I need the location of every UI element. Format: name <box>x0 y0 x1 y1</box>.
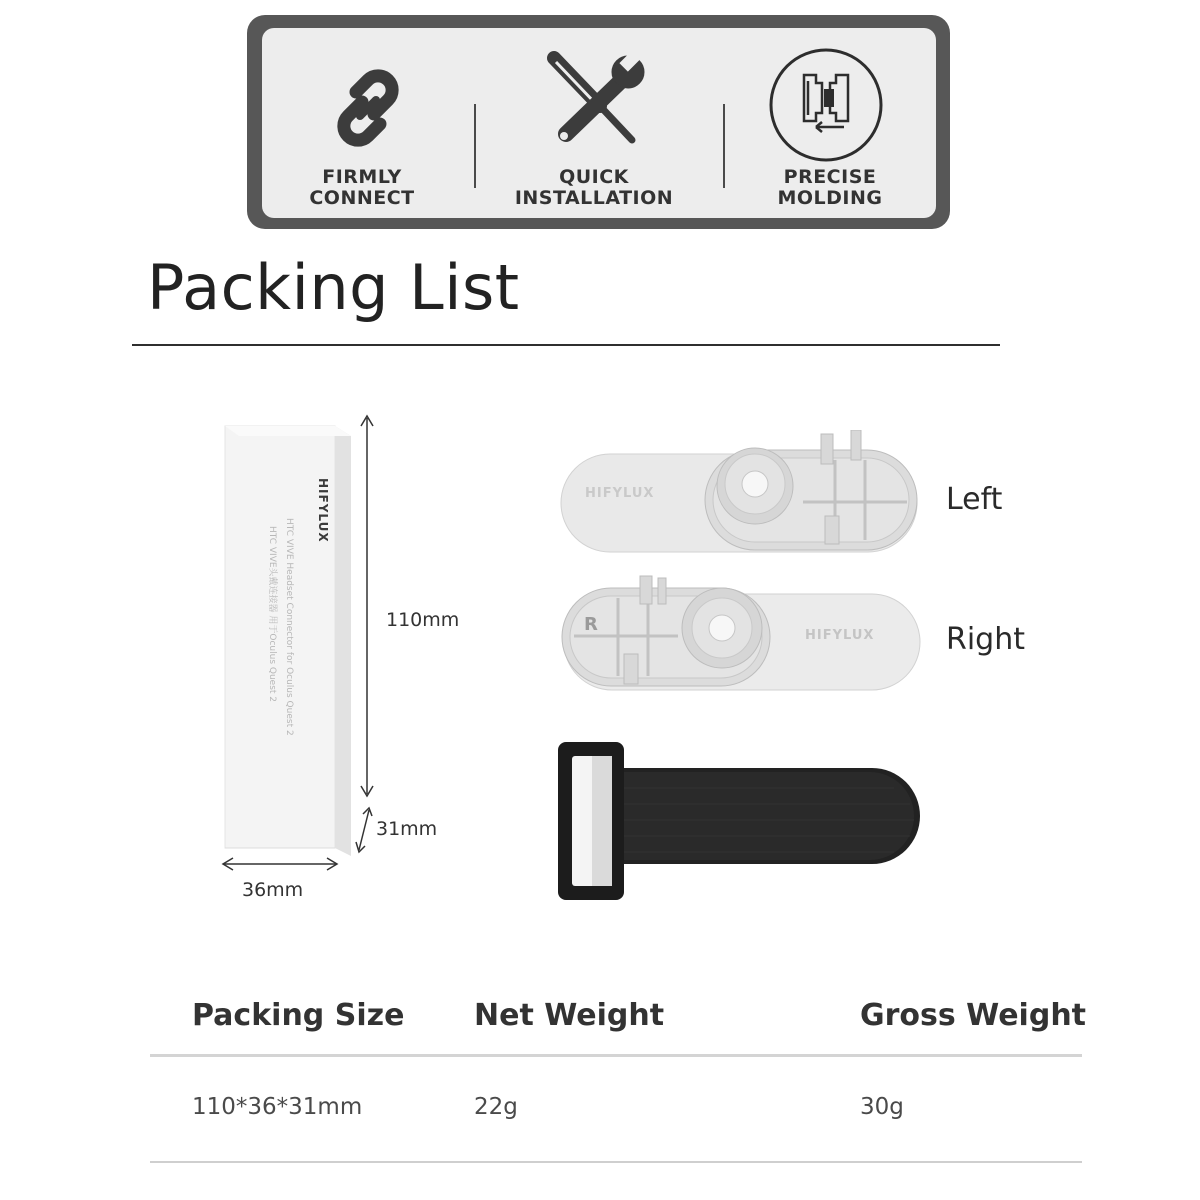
title-divider <box>132 344 1000 346</box>
height-dimension-arrow <box>355 412 379 806</box>
width-dimension-label: 36mm <box>242 879 304 901</box>
table-header-divider <box>150 1054 1082 1057</box>
feature-label-precise-molding: PRECISE MOLDING <box>777 166 883 209</box>
box-description-line-2: HTC VIVE头戴连接器 用于Oculus Quest 2 <box>267 526 277 703</box>
height-dimension-label: 110mm <box>386 609 460 631</box>
right-connector-brand: HIFYLUX <box>805 628 875 643</box>
table-header-packing-size: Packing Size <box>192 998 405 1033</box>
feature-divider <box>474 104 476 188</box>
table-header-net-weight: Net Weight <box>474 998 665 1033</box>
wrench-screwdriver-icon <box>540 48 652 158</box>
width-dimension-arrow <box>219 854 341 878</box>
left-part-label: Left <box>946 482 1003 517</box>
table-cell-packing-size: 110*36*31mm <box>192 1094 363 1120</box>
depth-dimension-label: 31mm <box>376 818 438 840</box>
page-title: Packing List <box>147 251 520 324</box>
svg-text:R: R <box>584 614 598 635</box>
velcro-strap-image <box>554 738 934 908</box>
depth-dimension-arrow <box>353 806 377 858</box>
feature-divider <box>723 104 725 188</box>
box-brand: HIFYLUX <box>316 478 330 543</box>
table-bottom-divider <box>150 1161 1082 1163</box>
table-header-gross-weight: Gross Weight <box>860 998 1087 1033</box>
feature-label-firmly-connect: FIRMLY CONNECT <box>309 166 415 209</box>
molding-icon <box>768 47 884 163</box>
table-cell-net-weight: 22g <box>474 1094 518 1120</box>
left-connector-brand: HIFYLUX <box>585 486 655 501</box>
feature-label-quick-installation: QUICK INSTALLATION <box>514 166 674 209</box>
chain-link-icon <box>318 58 418 158</box>
table-cell-gross-weight: 30g <box>860 1094 904 1120</box>
right-part-label: Right <box>946 622 1025 657</box>
box-description-line-1: HTC VIVE Headset Connector for Oculus Quest 2 <box>284 518 294 736</box>
